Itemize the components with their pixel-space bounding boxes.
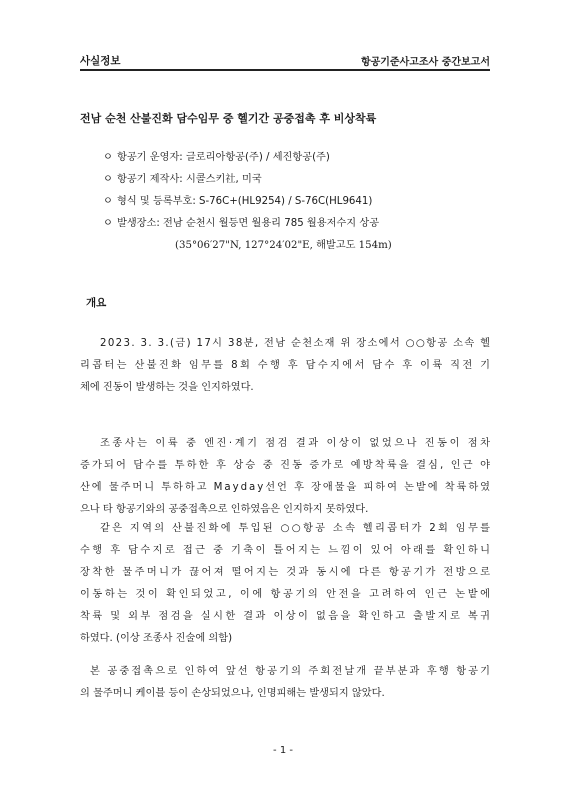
header-section-label: 사실정보 — [80, 55, 121, 67]
paragraph-line: 2023. 3. 3.(금) 17시 38분, 전남 순천소재 위 장소에서 ○○항공 소속 헬 — [100, 338, 492, 349]
paragraph-line: 리콥터는 산불진화 임무를 8회 수행 후 담수지에서 담수 후 이륙 직전 기 — [80, 360, 493, 371]
header-report-title: 항공기준사고조사 중간보고서 — [360, 57, 490, 68]
page-number: - 1 - — [273, 745, 293, 756]
bullet-icon: ㅇ — [103, 196, 113, 207]
paragraph — [80, 518, 493, 650]
info-operator-text: 항공기 운영자: 글로리아항공(주) / 세진항공(주) — [117, 152, 330, 163]
paragraph-line: 착륙 및 외부 점검을 실시한 결과 이상이 없음을 확인하고 출발지로 복귀 — [80, 611, 493, 622]
paragraph — [80, 333, 493, 399]
info-coordinates: (35°06′27"N, 127°24′02"E, 해발고도 154m) — [175, 240, 392, 251]
paragraph-line: 본 공중접촉으로 인하여 앞선 항공기의 주회전날개 끝부분과 후행 항공기 — [90, 666, 493, 677]
paragraph-line: 증가되어 담수를 투하한 후 상승 중 진동 증가로 예방착륙을 결심, 인근 야 — [80, 460, 493, 471]
info-location-text: 발생장소: 전남 순천시 월등면 월용리 785 월용저수지 상공 — [117, 218, 380, 229]
paragraph-line: 체에 진동이 발생하는 것을 인지하였다. — [80, 382, 254, 393]
section-title: 개요 — [86, 297, 107, 309]
paragraph — [80, 661, 493, 705]
info-model-text: 형식 및 등록부호: S-76C+(HL9254) / S-76C(HL9641) — [117, 196, 373, 207]
bullet-icon: ㅇ — [103, 152, 113, 163]
header-rule — [80, 69, 490, 71]
info-manufacturer-text: 항공기 제작사: 시콜스키社, 미국 — [117, 174, 262, 185]
page-header — [80, 50, 490, 72]
paragraph-line: 의 물주머니 케이블 등이 손상되었으나, 인명피해는 발생되지 않았다. — [80, 688, 385, 699]
paragraph-line: 장착한 물주머니가 끊어져 떨어지는 것과 동시에 다른 항공기가 전방으로 — [80, 567, 493, 578]
info-location — [103, 213, 392, 235]
paragraph-line: 수행 후 담수지로 접근 중 기축이 틀어지는 느낌이 있어 아래를 확인하니 — [80, 545, 493, 556]
paragraph-line: 하였다. (이상 조종사 진술에 의함) — [80, 633, 233, 644]
info-manufacturer — [103, 169, 392, 191]
paragraph-line: 이동하는 것이 확인되었고, 이에 항공기의 안전을 고려하여 인근 논밭에 — [80, 589, 493, 600]
info-model — [103, 191, 392, 213]
document-title: 전남 순천 산불진화 담수임무 중 헬기간 공중접촉 후 비상착륙 — [80, 112, 377, 125]
info-operator — [103, 147, 392, 169]
bullet-icon: ㅇ — [103, 174, 113, 185]
bullet-icon: ㅇ — [103, 218, 113, 229]
paragraph-line: 같은 지역의 산불진화에 투입된 ○○항공 소속 헬리콥터가 2회 임무를 — [100, 523, 493, 534]
paragraph-line: 으나 타 항공기와의 공중접촉으로 인하였음은 인지하지 못하였다. — [80, 504, 369, 515]
incident-info-list — [103, 147, 392, 257]
paragraph — [80, 433, 493, 521]
paragraph-line: 산에 물주머니 투하하고 Mayday선언 후 장애물을 피하여 논밭에 착륙하였 — [80, 482, 492, 493]
paragraph-line: 조종사는 이륙 중 엔진·계기 점검 결과 이상이 없었으나 진동이 점차 — [100, 438, 493, 449]
